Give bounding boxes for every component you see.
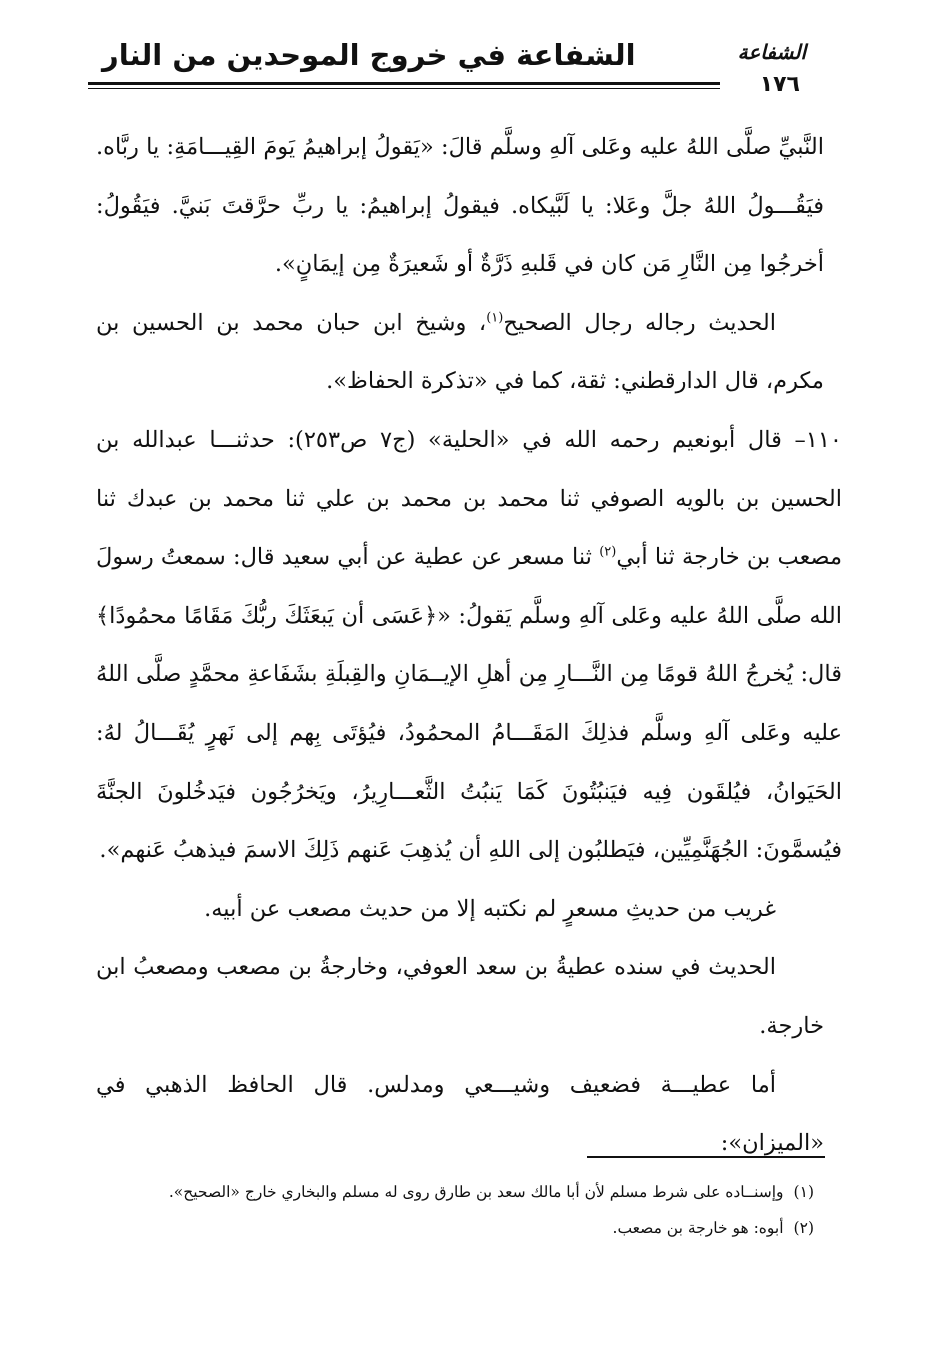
footnote-1 xyxy=(106,1176,814,1208)
footnote-ref-2[interactable]: (٢) xyxy=(599,544,617,560)
paragraph-text: النَّبيِّ صلَّى اللهُ عليه وعَلى آلهِ وسلَّم قالَ: «يَقولُ إبراهيمُ يَومَ القِيـــامَةِ: يا ربَّاه. فيَقُـــولُ اللهُ جلَّ وعَلا: يا لَبَّيكاه. فيقولُ إبراهيمُ: يا ربِّ حرَّقتَ بَنيَّ. فيَقُولُ: أخرجُوا مِن النَّارِ مَن كان في قَلبهِ ذَرَّةٌ أو شَعيرَةٌ مِن إيمَانٍ». xyxy=(96,134,824,278)
page-header xyxy=(88,38,810,97)
paragraph-isnad-note xyxy=(96,294,824,411)
paragraph-text: الحديث رجاله رجال الصحيح xyxy=(503,309,777,336)
paragraph-gharib-note xyxy=(96,880,824,939)
paragraph-hadith-text xyxy=(96,118,824,294)
header-rule xyxy=(88,82,720,85)
paragraph-hadith-110 xyxy=(96,411,842,880)
footnote-2 xyxy=(106,1212,814,1244)
header-logo-text: الشفاعة xyxy=(737,40,806,64)
footnotes xyxy=(106,1176,814,1248)
paragraph-text: أما عطيـــة فضعيف وشيـــعي ومدلس. قال الحافظ الذهبي في «الميزان»: xyxy=(96,1071,824,1157)
footnote-text: أبوه: هو خارجة بن مصعب. xyxy=(612,1219,784,1237)
footnote-number: (١) xyxy=(793,1183,814,1201)
paragraph-text: ١١٠– قال أبونعيم رحمه الله في «الحلية» (ج٧ ص٢٥٣): حدثنـــا عبدالله بن الحسين بن بالويه الصوفي ثنا محمد بن محمد بن علي ثنا محمد بن عبدك ثنا مصعب بن خارجة ثنا أبي xyxy=(96,426,843,571)
paragraph-text: الحديث في سنده عطيةُ بن سعد العوفي، وخارجةُ بن مصعب ومصعبُ ابن خارجة. xyxy=(96,954,824,1039)
paragraph-text: غريب من حديثِ مسعرٍ لم نكتبه إلا من حديث مصعب عن أبيه. xyxy=(204,895,776,922)
page-number: ١٧٦ xyxy=(759,72,800,97)
footnote-text: وإسنــاده على شرط مسلم لأن أبا مالك سعد بن طارق روى له مسلم والبخاري خارج «الصحيح». xyxy=(168,1183,784,1201)
header-rule-thin xyxy=(88,88,720,89)
footnote-separator xyxy=(587,1156,825,1158)
footnote-ref-1[interactable]: (١) xyxy=(486,310,504,326)
main-text xyxy=(96,118,843,1173)
footnote-number: (٢) xyxy=(793,1219,814,1237)
paragraph-text: ، وشيخ ابن حبان محمد بن الحسين بن مكرم، قال الدارقطني: ثقة، كما في «تذكرة الحفاظ». xyxy=(96,309,824,395)
paragraph-sanad-note xyxy=(96,938,824,1055)
paragraph-text: ثنا مسعر عن عطية عن أبي سعيد قال: سمعتُ رسولَ الله صلَّى اللهُ عليه وعَلى آلهِ وسلَّم يَقولُ: «﴿عَسَى أن يَبعَثَكَ ربُّكَ مَقَامًا محمُودًا﴾ قال: يُخرجُ اللهُ قومًا مِن النَّـــارِ مِن أهلِ الإيــمَانِ والقِبلَةِ بشَفَاعةِ محمَّدٍ صلَّى اللهُ عليه وعَلى آلهِ وسلَّم فذلِكَ المَقَـــامُ المحمُودُ، فيُؤتَى بِهم إلى نَهرٍ يُقَـــالُ لهُ: الحَيَوانُ، فيُلقَون فِيه فيَنبُتُونَ كَمَا يَنبُتُ الثَّعـــارِيرُ، ويَخرُجُون فيَدخُلونَ الجنَّةَ فيُسمَّونَ: الجُهَنَّمِيِّين، فيَطلبُون إلى اللهِ أن يُذهِبَ عَنهم ذَلِكَ الاسمَ فيذهبُ عَنهم». xyxy=(96,544,842,864)
page-title: الشفاعة في خروج الموحدين من النار xyxy=(102,38,636,72)
